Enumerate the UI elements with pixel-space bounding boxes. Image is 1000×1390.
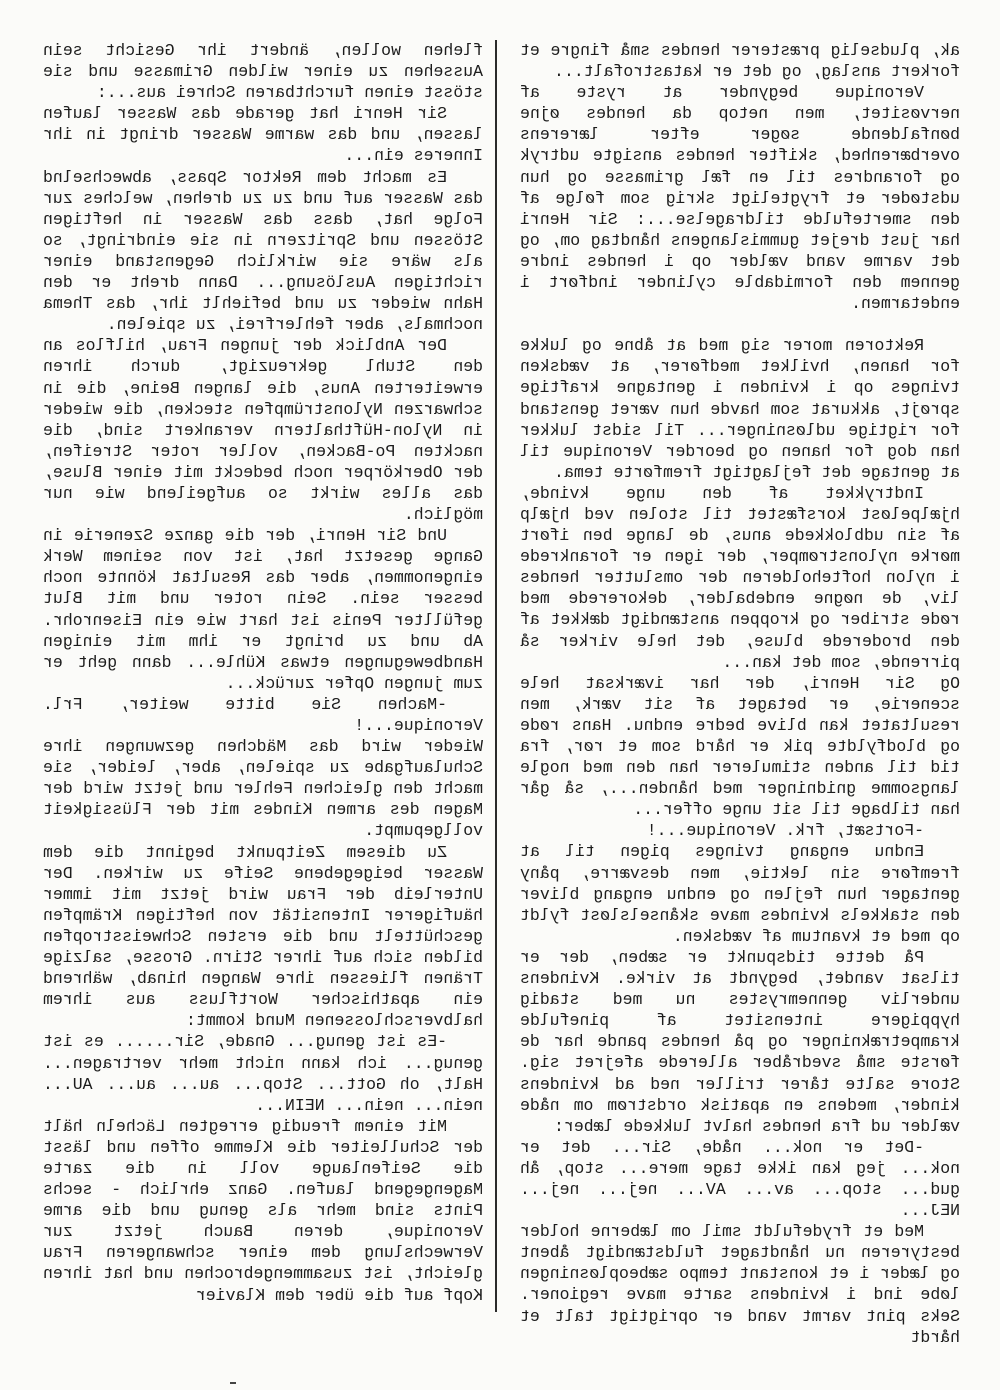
paragraph: På dette tidspunkt er sæben, der er tilsat vandet, begyndt at virke. Kvindens underliv gennemrystes nu med stadig hyppigere intensitet af pinefulde krampetrækninger og på hendes pande har de første små svedråber allerede afejret sig. Store salte tårer triller ned ad kvindens kinder, medens en apatisk ordstrøm om nåde vælder ud fra hendes halvt lukkede læber: (520, 947, 960, 1136)
danish-column (520, 40, 960, 1348)
paragraph: Wieder wird das Mädchen gezwungen ihre Schulaufgabe zu spielen, aber, leider, sie macht den gleichen Fehler und jetzt wird der Magen des armen Kindes mit der Flüssigkeit vollgepumpt. (43, 737, 483, 841)
paragraph: Es macht dem Rektor Spass, abwechselnd das Wasser auf und zu zu drehen, welches zur Folge hat, dass das Wasser in heftigen Stössen und Spritzern in sie eindringt, so als wäre sie wirklich Gegenstand einer richtigen Auslösung... Dann dreht er den Hahn wieder zu und befiehlt ihr, das Thema nochmals, aber fehlerfrei, zu spielen. (43, 167, 483, 335)
paragraph: ak, pludselig præsterer hendes små fingre et forkert anslag, og det er katastrofalt... (520, 41, 960, 82)
paragraph: Sir Henri hat gerade das Wasser laufen lassen, und das warme Wasser dringt in ihr Inneres ein... (43, 104, 483, 166)
paragraph: Und Sir Henri, der die ganze Szenerie in Gange gesetzt hat, ist von seinem Werk eingenommen, aber das Resultat könnte noch besser sein. Sein roter und mit Blut gefüllter Penis ist hart wie ein Eisenrohr. Ab und zu bringt er ihm mit einigen Handbewegungen etwas Kühle... dann geht er zum jungen Opfer zurück... (43, 526, 483, 693)
dialogue-line: -Det er nok... nåde, Sir... det er nok... jeg kan ikke tage mere... stop, åh gud... stop... av... AV... nej... nej... NEJ... (520, 1137, 960, 1221)
german-column (43, 40, 483, 1306)
paragraph: Indtrykket af den unge kvinde, hjælpeløst korsfæstet til stolen ved hjælp af sin udblokkede anus, de lange ben iført mørke nylonstrømper, der igen er forankrede i nylon hofteholderen der omslutter hendes liv, de nøgne endebalder, dekorerede med røde striber og kroppen anstændigt dækket af den broderede bluse, det hele virker så pirrende, som det kan... (520, 483, 960, 672)
paragraph: flehen wollen, ändert ihr Gesicht sein Aussehen zu einer wilden Grimasse und sie stösst einen furchtbaren Schrei aus...: (43, 41, 483, 103)
print-speck (230, 1382, 236, 1384)
paragraph: Zu diesem Zeitpunkt beginnt die dem Wasser beigegebene Seife zu wirken. Der Unterleib der Frau wird jetzt mit immer häufigerer Intensität von heftigen Krämpfen geschüttelt und die ersten Schweisstropfen bilden sich auf ihrer Stirn. Grosse, salzige Tränen fliessen ihre Wangen hinab, während ein apathischer Wortfluss aus ihrem halbverschlossenen Mund kommt: (43, 842, 483, 1031)
paragraph: Der Anblick der jungen Frau, hilflos an den Stuhl gekreuzigt, durch ihren erweiterten Anus, die langen Beine, die in schwarzen Nylonstrümpfen stecken, die wieder in Nylon-Hüfthaltern verankert sind, die nackten Po-Backen, voller roter Streifen, der Oberkörper noch bedeckt mit einer Bluse, das alles wirkt so aufgeilend wie nur möglich. (43, 336, 483, 525)
dialogue-line: -Es ist genug... Gnade, Sir...... es ist genug... ich kann nicht mehr vertragen... Halt, oh Gott... Stop... au... au... AU... nein... nein... NEIN... (43, 1032, 483, 1115)
paragraph: Endnu engang tvinges pigen til at fremføre sin lektie, men desværre, påny gentager hun fejlen og endnu engang bliver den stakkels kvindes mave skånselsløst fyldt op med et kvantum af vædsken. (520, 842, 960, 946)
column-divider (496, 40, 498, 1312)
paragraph: Veronique begynder at ryste af nervøsitet, men netop da hendes øjne bønfaldende søger efter lærerens overbærenhed, skifter hendes ansigte udtryk og forandres til en fæl grimasse og hun udstøder et frygteligt skrig som følge af den smertefulde tildragelse...: Sir Henri har just drejet gummislangens håndtag om, og det varme vand vælder op i hendes indre gennem den formidable cylinder indført i endetarmen. (520, 83, 960, 314)
dialogue-line: -Machen Sie bitte weiter, Frl. Veronique...! (43, 694, 483, 735)
paragraph: Mit einem freudig erregten Lächeln hält der Schulleiter die Klemme offen und lässt die Seifenlauge voll in die zarte Magengegend laufen. Ganz ehrlich - sechs Pints sind mehr als genug und die arme Veronique, deren Bauch jetzt zur Verwechslung dem einer schwangeren Frau gleicht, ist zusammengebrochen und hat ihren Kopf auf die über dem Klavier (43, 1116, 483, 1305)
paragraph: Rektoren morer sig med at åbne og lukke for hanen, hvilket medfører, at vædsken tvinges op i kvinden i gentagne kraftige sprøjt, akkurat som havde hun været genstand for rigtige udløsninger... Til sidst lukker han dog for hanen og beorder Veronique til at gentage det fejlagtigt fremførte tema. (520, 336, 960, 482)
paragraph: Med et frydefuldt smil om læberne holder bestyreren nu håndtaget fuldstændigt åbent og læder i et konstant tempo sæbeopløsningen løbe ind i kvindens sarte mave regioner. Seks pint varmt vand er oprigtigt talt et hårdt (520, 1222, 960, 1347)
dialogue-line: -Fortsæt, frk. Veronique...! (646, 821, 924, 841)
paragraph: Og Sir Henri, der har iværksat hele scenerie, er betaget af sit værk, men resultatet kan blive bedre endnu. Hans røde og blodfyldte pik er hård som et rør, fra tid til anden stimulerer han den med nogle langsomme gnidninger med hånden..., så går han tilbage til sit unge offer... (520, 673, 960, 820)
